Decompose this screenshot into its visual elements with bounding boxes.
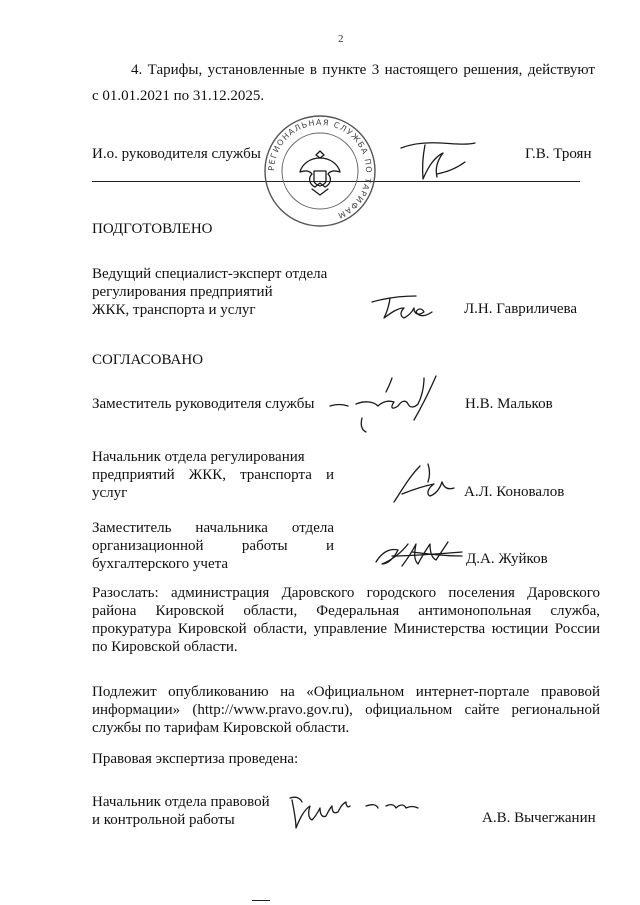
signer-3-signature-mark [372, 532, 472, 576]
footer-mark [252, 900, 270, 901]
prepared-position-line: регулирования предприятий [92, 284, 273, 300]
signer-position-line: бухгалтерского учета [92, 556, 229, 572]
official-seal-stamp [262, 113, 378, 229]
clause-4-line-1: 4. Тарифы, установленные в пункте 3 настоящего решения, действуют [131, 62, 595, 78]
legal-review-text: Правовая экспертиза проведена: [92, 751, 299, 767]
legal-review-position [92, 793, 270, 829]
distribution-line: района Кировской области, Федеральная антимонопольная служба, [92, 603, 600, 619]
distribution-line: по Кировской области. [92, 639, 238, 655]
signer-name: Н.В. Мальков [465, 396, 553, 412]
distribution-line: прокуратура Кировской области, управление Министерства юстиции России [92, 621, 600, 637]
signer-position-line: Заместитель начальника отдела [92, 520, 334, 536]
page-number: 2 [338, 33, 344, 45]
seal-text: РЕГИОНАЛЬНАЯ СЛУЖБА ПО ТАРИФАМ [266, 117, 374, 221]
legal-review-name: А.В. Вычегжанин [482, 810, 596, 826]
signer-position-line: организационной работы и [92, 538, 334, 554]
coat-of-arms-icon [300, 151, 340, 195]
prepared-position-line: ЖКК, транспорта и услуг [92, 302, 256, 318]
prepared-signature-mark [368, 290, 448, 324]
signer-1-signature-mark [326, 370, 466, 440]
publication-line: Подлежит опубликованию на «Официальном интернет-портале правовой [92, 684, 600, 700]
legal-review-position-line: Начальник отдела правовой [92, 794, 270, 810]
distribution-list [92, 584, 600, 656]
signer-position-line: Начальник отдела регулирования [92, 449, 305, 465]
prepared-position [92, 265, 327, 319]
signer-position-line: услуг [92, 485, 128, 501]
head-signature-mark [395, 128, 485, 188]
head-position: И.о. руководителя службы [92, 146, 261, 162]
publication-line: службы по тарифам Кировской области. [92, 720, 350, 736]
signer-position-line: предприятий ЖКК, транспорта и [92, 467, 334, 483]
prepared-heading: ПОДГОТОВЛЕНО [92, 221, 213, 237]
head-name: Г.В. Троян [525, 146, 592, 162]
agreed-heading: СОГЛАСОВАНО [92, 352, 204, 368]
signer-name: А.Л. Коновалов [464, 484, 565, 500]
legal-review-signature-mark [286, 786, 446, 832]
prepared-position-line: Ведущий специалист-эксперт отдела [92, 266, 328, 282]
legal-review-position-line: и контрольной работы [92, 812, 235, 828]
signer-position [92, 519, 334, 573]
signer-name: Д.А. Жуйков [466, 551, 548, 567]
signer-position [92, 448, 334, 502]
publication-line: информации» (http://www.pravo.gov.ru), официальном сайте региональной [92, 702, 600, 718]
distribution-line: Разослать: администрация Даровского городского поселения Даровского [92, 585, 600, 601]
publication-note [92, 683, 600, 737]
signer-2-signature-mark [388, 458, 458, 508]
signer-position: Заместитель руководителя службы [92, 396, 315, 412]
prepared-name: Л.Н. Гавриличева [464, 301, 578, 317]
clause-4-line-2: с 01.01.2021 по 31.12.2025. [92, 88, 265, 104]
